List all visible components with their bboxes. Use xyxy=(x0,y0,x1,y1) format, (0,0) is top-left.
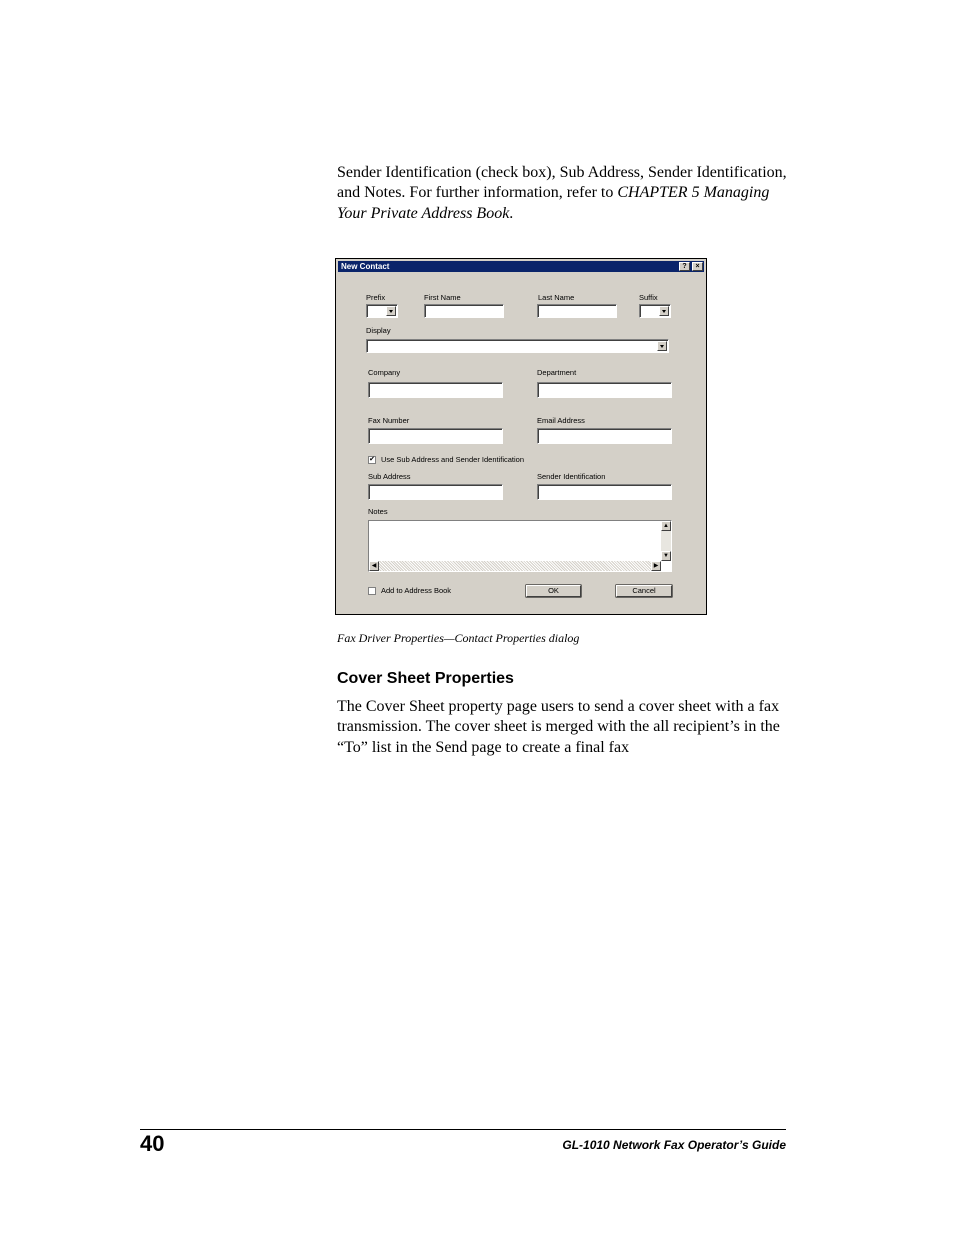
department-label: Department xyxy=(537,368,577,377)
ok-button[interactable]: OK xyxy=(526,585,581,597)
scroll-down-icon[interactable]: ▼ xyxy=(661,551,671,561)
dialog-titlebar xyxy=(338,261,704,272)
use-sub-address-label: Use Sub Address and Sender Identification xyxy=(381,455,525,464)
notes-label: Notes xyxy=(368,507,388,516)
page-number: 40 xyxy=(140,1131,165,1156)
intro-text: Sender Identification (check box), Sub Address, Sender Identification, and Notes. For further information, refer to xyxy=(337,164,787,202)
chapter-reference: CHAPTER 5 Managing Your Private Address Book xyxy=(337,184,770,222)
prefix-label: Prefix xyxy=(366,293,386,302)
figure-caption: Fax Driver Properties—Contact Properties dialog xyxy=(337,631,580,645)
dialog-title: New Contact xyxy=(341,262,390,271)
notes-textarea[interactable] xyxy=(368,520,672,572)
chevron-down-icon[interactable] xyxy=(659,306,669,316)
close-button[interactable]: × xyxy=(692,262,703,271)
scroll-left-icon[interactable]: ◀ xyxy=(369,561,379,571)
guide-title: GL-1010 Network Fax Operator’s Guide xyxy=(562,1138,786,1152)
display-label: Display xyxy=(366,326,391,335)
department-input[interactable] xyxy=(537,382,672,398)
intro-period: . xyxy=(509,204,514,222)
section-heading: Cover Sheet Properties xyxy=(337,670,514,687)
sub-address-label: Sub Address xyxy=(368,472,411,481)
sub-address-input[interactable] xyxy=(368,484,503,500)
scroll-right-icon[interactable]: ▶ xyxy=(651,561,661,571)
checkmark-icon: ✔ xyxy=(369,456,375,463)
fax-number-label: Fax Number xyxy=(368,416,410,425)
intro-paragraph xyxy=(337,163,789,224)
email-address-label: Email Address xyxy=(537,416,585,425)
chevron-down-icon[interactable] xyxy=(657,341,667,351)
last-name-label: Last Name xyxy=(538,293,575,302)
footer-divider xyxy=(140,1129,786,1130)
suffix-label: Suffix xyxy=(639,293,658,302)
cancel-button[interactable]: Cancel xyxy=(616,585,672,597)
display-select[interactable] xyxy=(366,339,669,353)
add-to-address-book-label: Add to Address Book xyxy=(381,586,452,595)
sender-identification-input[interactable] xyxy=(537,484,672,500)
cover-sheet-paragraph: The Cover Sheet property page users to send a cover sheet with a fax transmission. The cover sheet is merged with the all recipient’s in the “To” list in the Send page to create a final fax xyxy=(337,698,780,756)
last-name-input[interactable] xyxy=(537,304,617,318)
company-input[interactable] xyxy=(368,382,503,398)
company-label: Company xyxy=(368,368,401,377)
add-to-address-book-checkbox[interactable] xyxy=(368,587,376,595)
email-address-input[interactable] xyxy=(537,428,672,444)
prefix-select[interactable] xyxy=(366,304,398,318)
fax-number-input[interactable] xyxy=(368,428,503,444)
sender-identification-label: Sender Identification xyxy=(537,472,606,481)
notes-horizontal-scrollbar[interactable] xyxy=(369,561,661,571)
use-sub-address-checkbox[interactable] xyxy=(368,456,376,464)
first-name-input[interactable] xyxy=(424,304,504,318)
scroll-up-icon[interactable]: ▲ xyxy=(661,521,671,531)
new-contact-dialog xyxy=(335,258,707,615)
first-name-label: First Name xyxy=(424,293,461,302)
suffix-select[interactable] xyxy=(639,304,671,318)
chevron-down-icon[interactable] xyxy=(386,306,396,316)
help-button[interactable]: ? xyxy=(679,262,690,271)
